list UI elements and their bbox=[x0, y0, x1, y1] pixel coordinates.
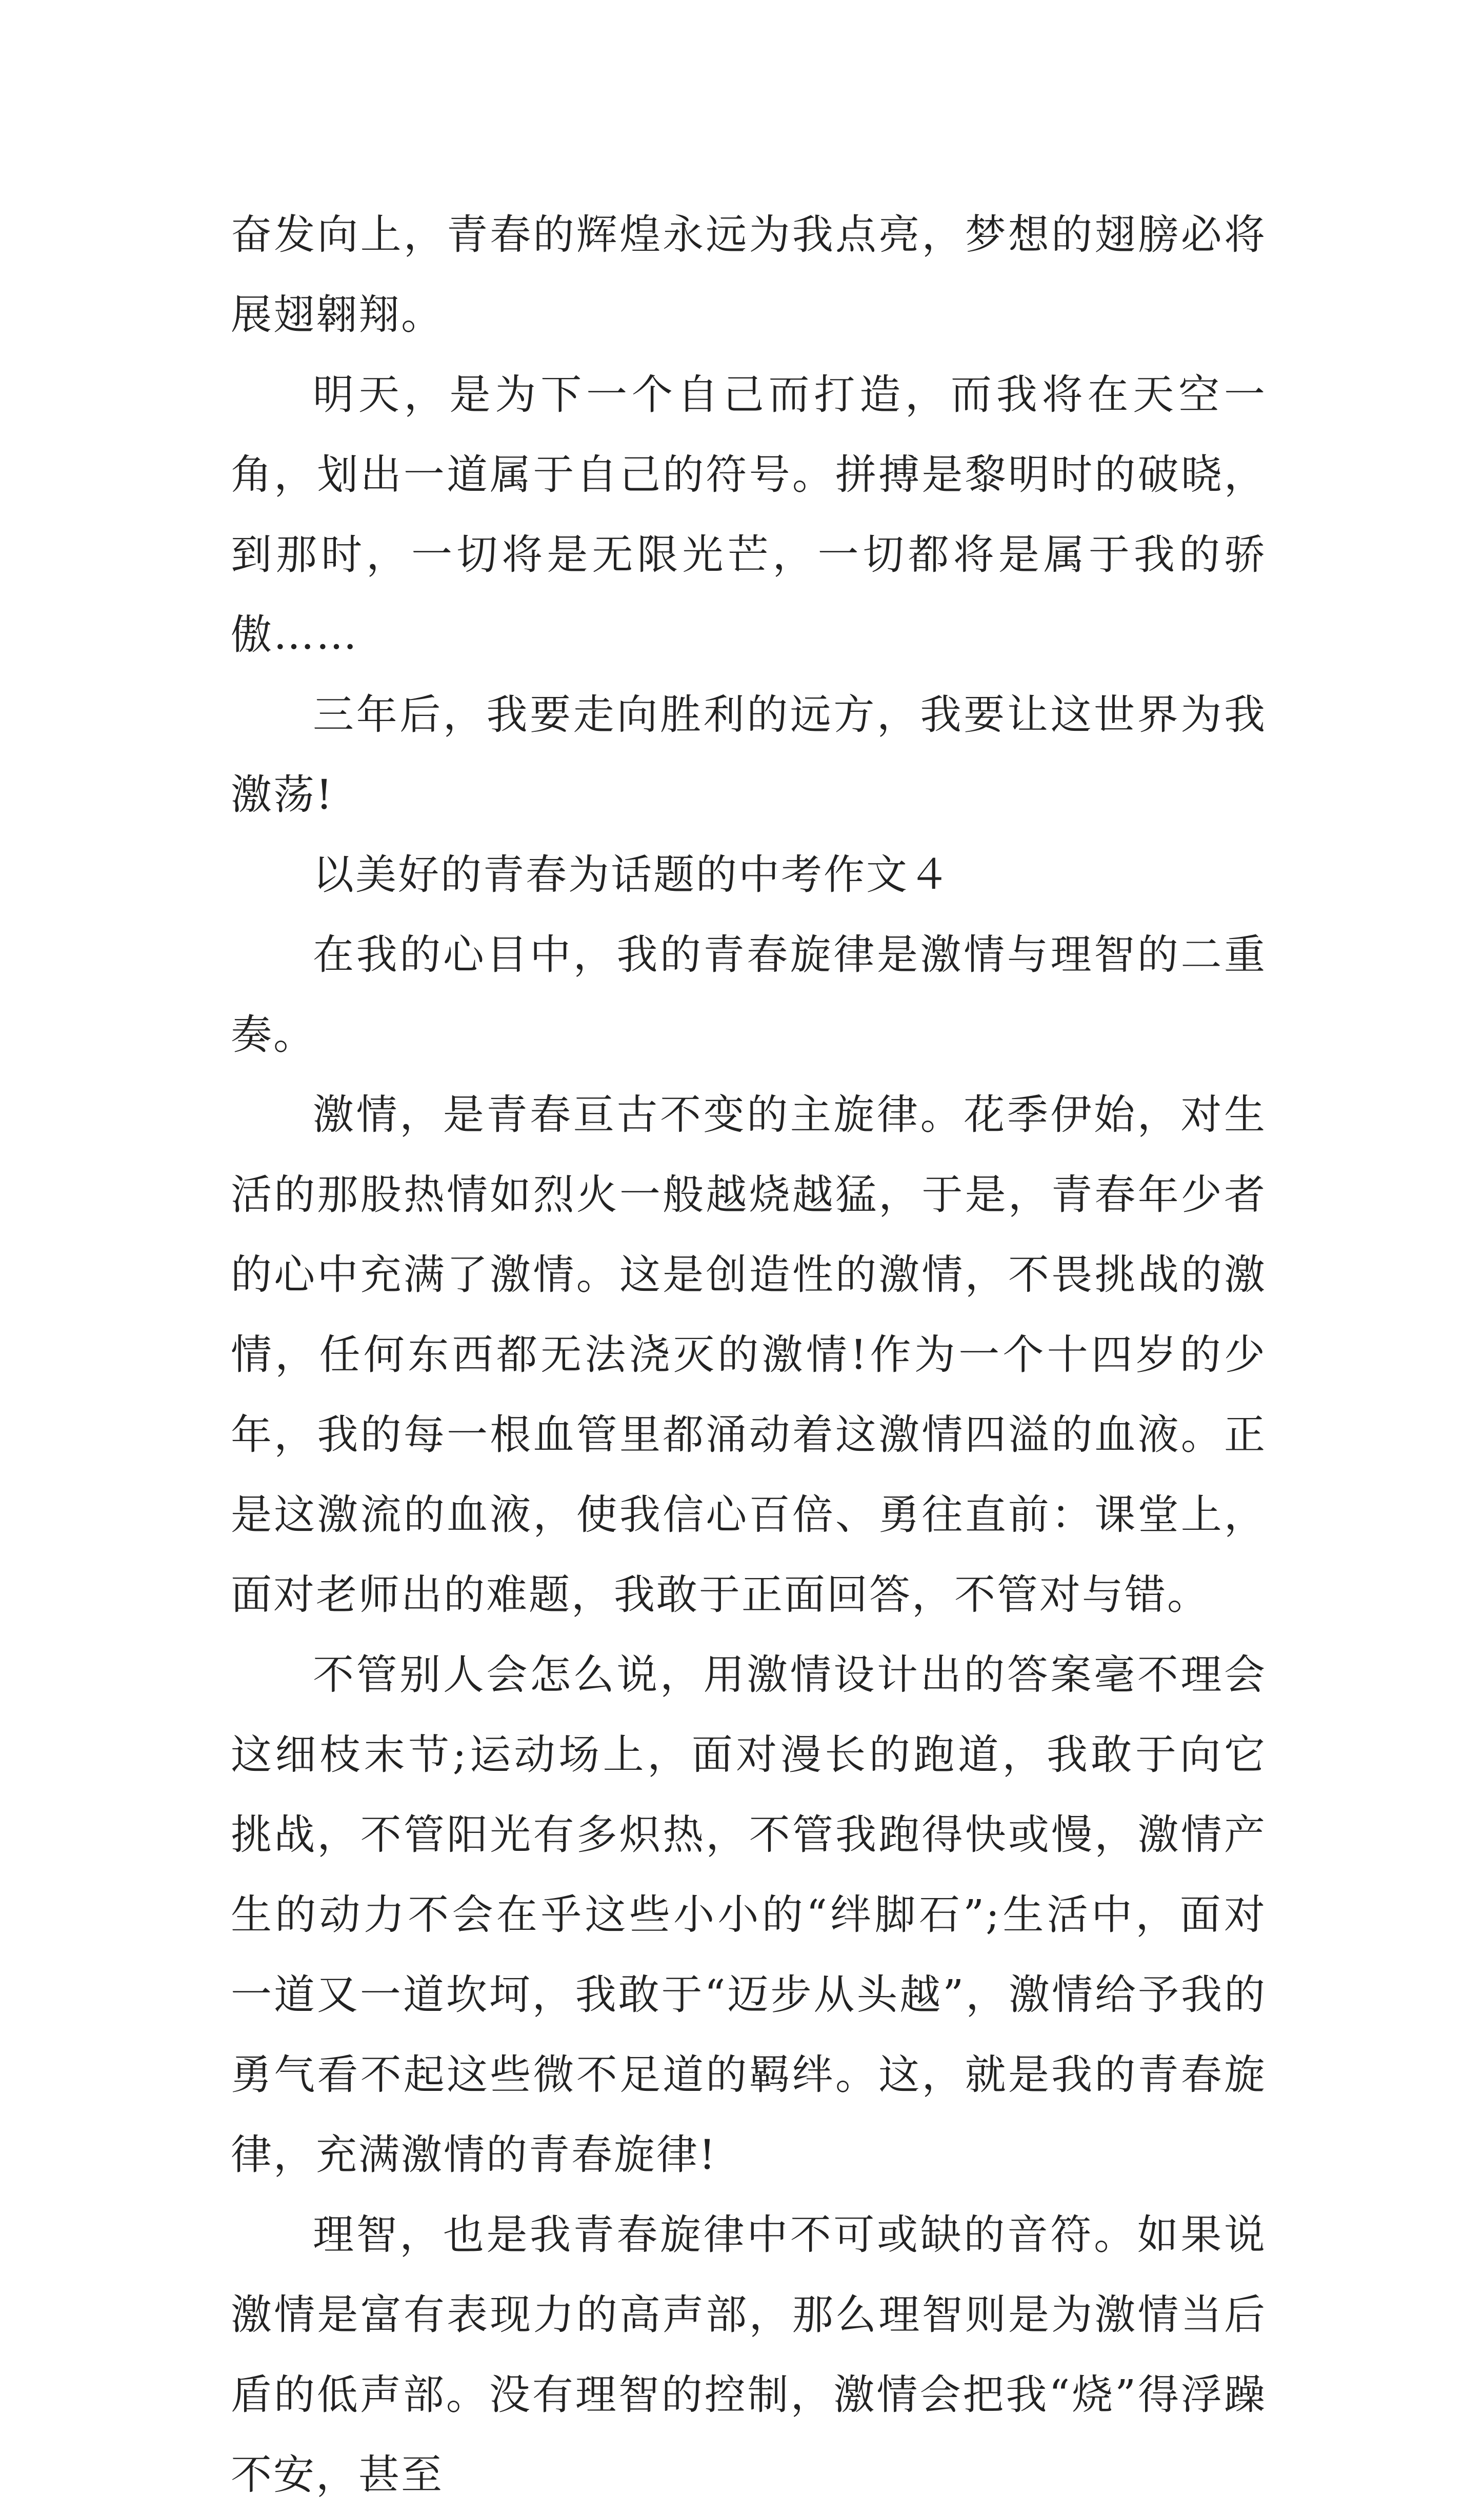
section-heading: 以美好的青春为话题的中考作文４ bbox=[313, 851, 951, 899]
paragraph-reason: 理智，也是我青春旋律中不可或缺的音符。如果说激情是富有表现力的高声部，那么理智则是为激情当后盾的低声部。没有理智的控制，激情会把我“烧”得浮躁不安，甚至 bbox=[231, 2211, 1267, 2499]
document-body bbox=[231, 195, 1267, 2515]
paragraph-intro: 在我的心目中，我的青春旋律是激情与理智的二重奏。 bbox=[231, 931, 1267, 1059]
paragraph-tomorrow: 明天，是为下一个自己而打造，而我将在天空一角，划出一道属于自己的符号。拼搏是黎明时的破晓，到那时，一切将是无限光芒，一切都将是属于我的骄傲…… bbox=[231, 371, 1267, 658]
paragraph-three-years: 三年后，我要走向胜利的远方，我要让这世界为我激荡! bbox=[231, 691, 1267, 819]
paragraph-passion: 激情，是青春亘古不变的主旋律。花季伊始，对生活的那股热情如烈火一般越烧越猛，于是，青春年少者的心中充满了激情。这是创造性的激情，不畏挑战的激情，任何东西都无法浇灭的激情!作为一个十四岁的少年，我的每一根血管里都涌动着这激情四溢的血液。正是这激流的血液，使我信心百倍、勇往直前：课堂上，面对老师出的难题，我敢于正面回答，不管对与错。 bbox=[231, 1091, 1267, 1619]
paragraph-continuation: 奋发向上，青春的辉煌永远为我点亮，梦想的翅膀必将展翅翱翔。 bbox=[231, 211, 1267, 338]
paragraph-details: 不管别人会怎么说，用激情设计出的答案毫不理会这细枝末节;运动场上，面对漫长的跑道，我敢于向它挑战，不管阳光有多炽热，不管我跑得快或慢，激情产生的动力不会在乎这些小小的“绊脚石”;生活中，面对一道又一道坎坷，我敢于“迈步从头越”，激情给予我的勇气看不起这些微不足道的羁绊。这，就是我的青春旋律，充满激情的青春旋律! bbox=[231, 1651, 1267, 2179]
